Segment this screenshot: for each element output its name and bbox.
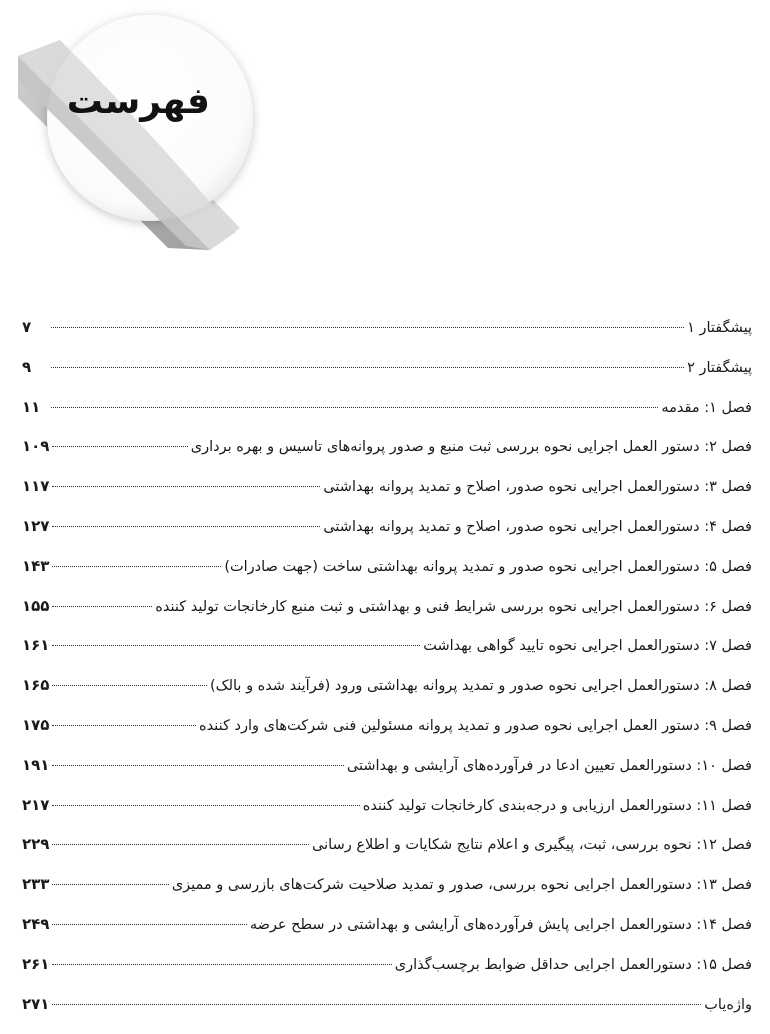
toc-entry[interactable] <box>22 835 752 875</box>
toc-dot-leader <box>52 685 206 686</box>
toc-page-number: ۱۵۵ <box>22 596 50 615</box>
toc-entry[interactable] <box>22 955 752 995</box>
toc-entry[interactable] <box>22 796 752 836</box>
toc-entry-title: فصل ۱۱: دستورالعمل ارزیابی و درجه‌بندی کارخانجات تولید کننده <box>362 797 752 814</box>
toc-dot-leader <box>51 367 684 368</box>
toc-entry-title: فصل ۱۳: دستورالعمل اجرایی نحوه بررسی، صدور و تمدید صلاحیت شرکت‌های بازرسی و ممیزی <box>171 877 752 894</box>
toc-entry[interactable] <box>22 358 752 398</box>
toc-page-number: ۱۱ <box>22 397 41 416</box>
toc-dot-leader <box>52 526 320 527</box>
toc-entry[interactable] <box>22 636 752 676</box>
toc-entry-title: پیشگفتار ۱ <box>687 320 752 336</box>
toc-page-number: ۲۳۳ <box>22 875 50 894</box>
toc-entry-title: فصل ۱۴: دستورالعمل اجرایی پایش فرآورده‌های آرایشی و بهداشتی در سطح عرضه <box>249 916 752 933</box>
toc-entry-title: پیشگفتار ۲ <box>687 359 752 376</box>
toc-page-number: ۲۱۷ <box>22 795 50 814</box>
toc-entry-title: فصل ۶: دستورالعمل اجرایی نحوه بررسی شرایط فنی و بهداشتی و ثبت منبع کارخانجات تولید کننده <box>155 598 752 615</box>
toc-page-number: ۱۶۵ <box>22 676 50 695</box>
toc-dot-leader <box>52 645 420 646</box>
toc-page-number: ۱۷۵ <box>22 715 50 734</box>
toc-entry-title: فصل ۹: دستور العمل اجرایی نحوه صدور و تمدید پروانه مسئولین فنی شرکت‌های وارد کننده <box>199 717 752 734</box>
toc-page-number: ۱۶۱ <box>22 636 50 655</box>
toc-dot-leader <box>52 1004 701 1005</box>
toc-entry[interactable] <box>22 517 752 557</box>
toc-dot-leader <box>51 407 658 408</box>
toc-dot-leader <box>51 327 684 328</box>
toc-entry-title: فصل ۱۵: دستورالعمل اجرایی حداقل ضوابط برچسب‌گذاری <box>394 956 752 973</box>
toc-dot-leader <box>52 844 309 845</box>
toc-page-number: ۱۲۷ <box>22 516 50 535</box>
header-circle-graphic <box>0 0 270 270</box>
toc-dot-leader <box>52 765 343 766</box>
toc-page-number: ۹ <box>22 357 32 376</box>
toc-dot-leader <box>52 566 221 567</box>
toc-page-number: ۲۴۹ <box>22 914 50 933</box>
toc-page-number: ۲۷۱ <box>22 994 50 1013</box>
toc-entry[interactable] <box>22 676 752 716</box>
toc-dot-leader <box>52 606 152 607</box>
toc-page-number: ۱۰۹ <box>22 437 50 456</box>
toc-entry[interactable] <box>22 318 752 358</box>
toc-entry[interactable] <box>22 398 752 438</box>
toc-entry[interactable] <box>22 915 752 955</box>
toc-dot-leader <box>52 924 246 925</box>
toc-dot-leader <box>52 805 359 806</box>
toc-page-number: ۱۴۳ <box>22 556 50 575</box>
toc-entry-title: فصل ۱۰: دستورالعمل تعیین ادعا در فرآورده‌های آرایشی و بهداشتی <box>346 757 752 774</box>
toc-entry-title: فصل ۱۲: نحوه بررسی، ثبت، پیگیری و اعلام نتایج شکایات و اطلاع رسانی <box>312 837 752 854</box>
toc-page-number: ۲۲۹ <box>22 835 50 854</box>
page-title: فهرست <box>66 81 210 122</box>
toc-entry[interactable] <box>22 597 752 637</box>
toc-entry[interactable] <box>22 437 752 477</box>
toc-entry-title: فصل ۳: دستورالعمل اجرایی نحوه صدور، اصلاح و تمدید پروانه بهداشتی <box>323 479 752 496</box>
toc-entry-title: فصل ۷: دستورالعمل اجرایی نحوه تایید گواهی بهداشت <box>423 638 752 655</box>
toc-dot-leader <box>52 884 168 885</box>
toc-entry[interactable] <box>22 875 752 915</box>
toc-page-number: ۲۶۱ <box>22 954 50 973</box>
toc-entry-title: فصل ۱: مقدمه <box>661 399 752 416</box>
toc-page-number: ۱۹۱ <box>22 755 50 774</box>
toc-dot-leader <box>52 446 187 447</box>
toc-entry-title: واژه‌یاب <box>704 996 752 1013</box>
toc-dot-leader <box>52 725 196 726</box>
toc-entry[interactable] <box>22 756 752 796</box>
toc-dot-leader <box>52 486 320 487</box>
toc-entry[interactable] <box>22 995 752 1034</box>
toc-entry-title: فصل ۸: دستورالعمل اجرایی نحوه صدور و تمدید پروانه بهداشتی ورود (فرآیند شده و بالک) <box>209 678 752 695</box>
toc-entry[interactable] <box>22 557 752 597</box>
toc-entry-title: فصل ۴: دستورالعمل اجرایی نحوه صدور، اصلاح و تمدید پروانه بهداشتی <box>323 518 752 535</box>
table-of-contents <box>22 318 752 1034</box>
toc-page-number: ۱۱۷ <box>22 477 50 496</box>
toc-entry-title: فصل ۲: دستور العمل اجرایی نحوه بررسی ثبت منبع و صدور پروانه‌های تاسیس و بهره برداری <box>190 439 752 456</box>
toc-entry[interactable] <box>22 477 752 517</box>
toc-dot-leader <box>52 964 391 965</box>
toc-entry-title: فصل ۵: دستورالعمل اجرایی نحوه صدور و تمدید پروانه بهداشتی ساخت (جهت صادرات) <box>224 558 752 575</box>
toc-page-number: ۷ <box>22 318 32 336</box>
toc-entry[interactable] <box>22 716 752 756</box>
